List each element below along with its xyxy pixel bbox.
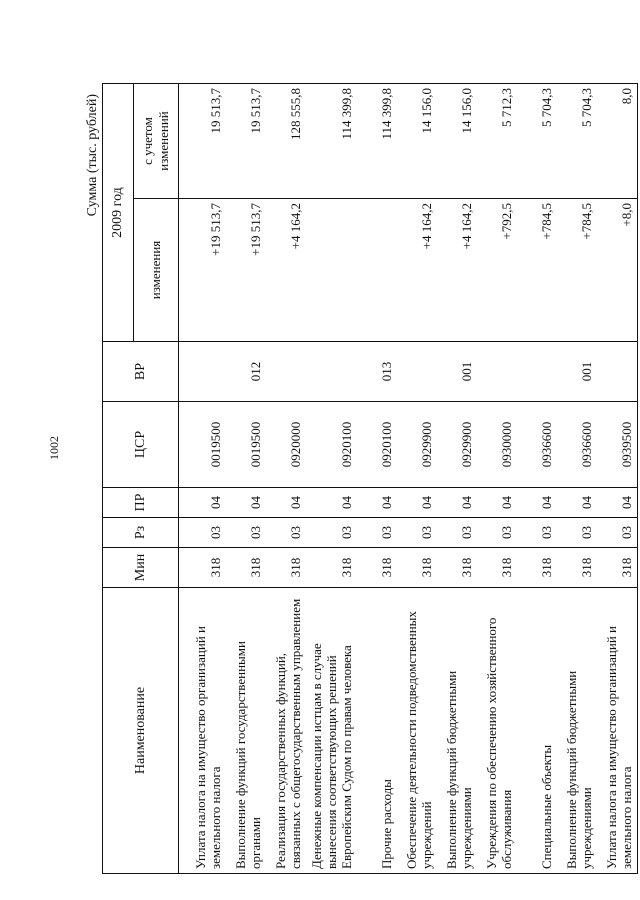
row-name	[226, 588, 266, 874]
table-row	[226, 84, 266, 874]
row-with-changes: 5 704,3	[517, 84, 557, 199]
row-name-text: Учреждения по обеспечению хозяйственного обслуживания	[484, 617, 514, 869]
table-row	[477, 84, 517, 874]
row-name	[266, 588, 306, 874]
row-pr: 04	[306, 488, 357, 518]
table-row	[397, 84, 437, 874]
row-vr	[306, 342, 357, 402]
row-with-changes: 19 513,7	[179, 84, 227, 199]
row-vr	[597, 342, 638, 402]
row-rz: 03	[306, 518, 357, 548]
row-name	[397, 588, 437, 874]
unit-label: Сумма (тыс. рублей)	[85, 94, 100, 217]
row-rz: 03	[226, 518, 266, 548]
row-csr: 0920000	[266, 402, 306, 488]
row-with-changes: 5 704,3	[557, 84, 597, 199]
row-changes: +784,5	[517, 199, 557, 342]
row-vr	[397, 342, 437, 402]
budget-table	[102, 83, 638, 874]
row-pr: 04	[477, 488, 517, 518]
header-csr: ЦСР	[103, 402, 179, 488]
table-body	[179, 84, 638, 874]
row-changes: +19 513,7	[179, 199, 227, 342]
row-csr: 0920100	[306, 402, 357, 488]
row-name-text: Уплата налога на имущество организаций и земельного налога	[193, 626, 223, 869]
row-name-text: Обеспечение деятельности подведомственных учреждений	[404, 611, 434, 869]
row-pr: 04	[597, 488, 638, 518]
row-pr: 04	[557, 488, 597, 518]
row-rz: 03	[597, 518, 638, 548]
row-csr: 0019500	[226, 402, 266, 488]
row-rz: 03	[266, 518, 306, 548]
row-name-text: Выполнение функций бюджетными учреждениями	[564, 670, 594, 869]
row-name	[306, 588, 357, 874]
table-header-row-main	[103, 84, 134, 874]
row-csr: 0929900	[437, 402, 477, 488]
row-min: 318	[226, 548, 266, 588]
row-min: 318	[357, 548, 397, 588]
row-name-text: Реализация государственных функций, связанных с общегосударственным управлением	[273, 598, 303, 869]
row-changes: +4 164,2	[437, 199, 477, 342]
row-csr: 0929900	[397, 402, 437, 488]
row-name	[517, 588, 557, 874]
row-pr: 04	[226, 488, 266, 518]
row-name-text: Выполнение функций государственными органами	[233, 641, 263, 869]
header-min: Мин	[103, 548, 179, 588]
row-with-changes: 114 399,8	[357, 84, 397, 199]
header-changes: изменения	[134, 199, 179, 342]
header-pr: ПР	[103, 488, 179, 518]
row-csr: 0019500	[179, 402, 227, 488]
table-header	[103, 84, 179, 874]
row-with-changes: 5 712,3	[477, 84, 517, 199]
row-min: 318	[557, 548, 597, 588]
row-with-changes: 14 156,0	[437, 84, 477, 199]
row-name-text: Выполнение функций бюджетными учреждениями	[444, 670, 474, 869]
row-with-changes: 114 399,8	[306, 84, 357, 199]
row-vr	[477, 342, 517, 402]
table-row	[266, 84, 306, 874]
row-pr: 04	[517, 488, 557, 518]
row-min: 318	[397, 548, 437, 588]
header-vr: ВР	[103, 342, 179, 402]
row-min: 318	[477, 548, 517, 588]
row-min: 318	[437, 548, 477, 588]
row-name	[357, 588, 397, 874]
header-rz: Рз	[103, 518, 179, 548]
table-row	[306, 84, 357, 874]
row-name	[437, 588, 477, 874]
row-name-text: Специальные объекты	[539, 744, 554, 869]
table-row	[597, 84, 638, 874]
row-pr: 04	[397, 488, 437, 518]
row-changes: +4 164,2	[266, 199, 306, 342]
table-row	[437, 84, 477, 874]
rotated-content-frame	[84, 84, 634, 874]
row-changes: +784,5	[557, 199, 597, 342]
row-changes: +8,0	[597, 199, 638, 342]
row-rz: 03	[357, 518, 397, 548]
row-csr: 0930000	[477, 402, 517, 488]
row-csr: 0939500	[597, 402, 638, 488]
row-name	[557, 588, 597, 874]
row-rz: 03	[397, 518, 437, 548]
table-row	[179, 84, 227, 874]
row-with-changes: 19 513,7	[226, 84, 266, 199]
row-vr: 001	[557, 342, 597, 402]
row-vr	[179, 342, 227, 402]
table-row	[557, 84, 597, 874]
row-changes: +19 513,7	[226, 199, 266, 342]
table-row	[357, 84, 397, 874]
row-with-changes: 128 555,8	[266, 84, 306, 199]
row-min: 318	[306, 548, 357, 588]
row-name-text: Денежные компенсации истцам в случае вынесения соответствующих решений Европейским Судом по правам человека	[309, 643, 354, 869]
row-min: 318	[179, 548, 227, 588]
row-pr: 04	[437, 488, 477, 518]
row-pr: 04	[266, 488, 306, 518]
document-content	[84, 84, 634, 874]
row-csr: 0936600	[557, 402, 597, 488]
row-rz: 03	[437, 518, 477, 548]
row-vr	[517, 342, 557, 402]
row-csr: 0936600	[517, 402, 557, 488]
row-vr: 012	[226, 342, 266, 402]
row-rz: 03	[179, 518, 227, 548]
row-name-text: Уплата налога на имущество организаций и земельного налога	[604, 626, 634, 869]
row-changes	[306, 199, 357, 342]
row-vr: 013	[357, 342, 397, 402]
row-name-text: Прочие расходы	[379, 779, 394, 869]
row-changes	[357, 199, 397, 342]
row-changes: +792,5	[477, 199, 517, 342]
row-rz: 03	[557, 518, 597, 548]
row-pr: 04	[179, 488, 227, 518]
row-with-changes: 8,0	[597, 84, 638, 199]
row-csr: 0920100	[357, 402, 397, 488]
page-number: 1002	[47, 436, 61, 460]
row-min: 318	[517, 548, 557, 588]
row-min: 318	[597, 548, 638, 588]
row-name	[477, 588, 517, 874]
header-with-changes: с учетом изменений	[134, 84, 179, 199]
row-pr: 04	[357, 488, 397, 518]
row-name	[179, 588, 227, 874]
row-name	[597, 588, 638, 874]
row-vr: 001	[437, 342, 477, 402]
row-rz: 03	[517, 518, 557, 548]
row-min: 318	[266, 548, 306, 588]
row-with-changes: 14 156,0	[397, 84, 437, 199]
table-row	[517, 84, 557, 874]
row-rz: 03	[477, 518, 517, 548]
row-changes: +4 164,2	[397, 199, 437, 342]
row-vr	[266, 342, 306, 402]
header-name: Наименование	[103, 588, 179, 874]
header-year-group: 2009 год	[103, 84, 134, 342]
